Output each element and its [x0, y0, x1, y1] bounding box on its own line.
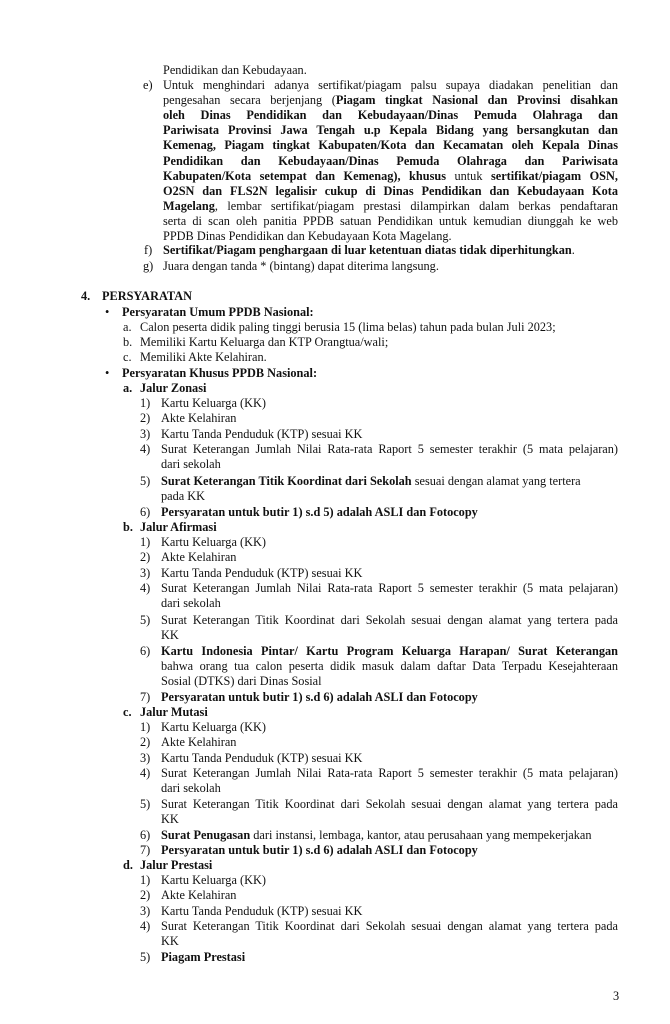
afirmasi-item-4-marker: 4) [140, 581, 151, 595]
item-g-text: Juara dengan tanda * (bintang) dapat diterima langsung. [163, 259, 439, 273]
item-e-marker: e) [143, 78, 153, 92]
umum-title: Persyaratan Umum PPDB Nasional: [122, 305, 314, 319]
mutasi-item-4-line-1: Surat Keterangan Jumlah Nilai Rata-rata Raport 5 semester terakhir (5 mata pelajaran) [161, 766, 618, 780]
item-e-segment: untuk [445, 168, 491, 183]
item-e-bold-segment: oleh Dinas Pendidikan dan Kebudayaan/Dinas Pemuda Olahraga dan [163, 108, 618, 123]
item-e-line [163, 214, 618, 229]
afirmasi-item-6-marker: 6) [140, 644, 151, 658]
mutasi-item-7: Persyaratan untuk butir 1) s.d 6) adalah ASLI dan Fotocopy [161, 843, 478, 857]
zonasi-item-4-line-1: Surat Keterangan Jumlah Nilai Rata-rata Raport 5 semester terakhir (5 mata pelajaran) [161, 442, 618, 456]
item-e-line [163, 123, 618, 138]
item-f-text [163, 243, 575, 258]
mutasi-item-5-marker: 5) [140, 797, 151, 811]
afirmasi-item-3: Kartu Tanda Penduduk (KTP) sesuai KK [161, 566, 363, 580]
prestasi-item-1-marker: 1) [140, 873, 151, 887]
mutasi-item-1-marker: 1) [140, 720, 151, 734]
item-e-line [163, 154, 618, 169]
afirmasi-marker: b. [123, 520, 133, 534]
item-e-bold-segment: Pariwisata Provinsi Jawa Tengah u.p Kepala Bidang yang bersangkutan dan [163, 123, 618, 138]
mutasi-item-3: Kartu Tanda Penduduk (KTP) sesuai KK [161, 751, 363, 765]
afirmasi-item-3-marker: 3) [140, 566, 151, 580]
zonasi-item-5-marker: 5) [140, 474, 151, 488]
mutasi-item-4-marker: 4) [140, 766, 151, 780]
section-title: PERSYARATAN [102, 289, 192, 303]
afirmasi-item-2-marker: 2) [140, 550, 151, 564]
prestasi-item-5: Piagam Prestasi [161, 950, 246, 964]
umum-item-a-marker: a. [123, 320, 132, 334]
zonasi-marker: a. [123, 381, 133, 395]
mutasi-item-6-marker: 6) [140, 828, 151, 842]
mutasi-item-4-line-2: dari sekolah [161, 781, 221, 795]
zonasi-item-2: Akte Kelahiran [161, 411, 237, 425]
zonasi-item-5-line-1 [161, 474, 581, 489]
mutasi-item-6-rest: dari instansi, lembaga, kantor, atau perusahaan yang mempekerjakan [250, 828, 592, 842]
item-f-tail: . [571, 243, 575, 257]
item-e-bold-segment: Kabupaten/Kota setempat dan Kemenag), khusus [163, 168, 446, 183]
afirmasi-item-1: Kartu Keluarga (KK) [161, 535, 266, 549]
item-e-segment: pengesahan secara berjenjang ( [163, 93, 336, 108]
item-e-line [163, 93, 618, 108]
zonasi-item-3: Kartu Tanda Penduduk (KTP) sesuai KK [161, 427, 363, 441]
afirmasi-item-6-line-2: bahwa orang tua calon peserta didik masuk dalam daftar Data Terpadu Kesejahteraan [161, 659, 618, 673]
zonasi-item-5-rest: sesuai dengan alamat yang tertera [411, 474, 581, 488]
item-e-line [163, 229, 452, 244]
item-e-bold-segment: Magelang [163, 198, 215, 213]
section-number: 4. [81, 289, 91, 303]
afirmasi-item-6-line-3: Sosial (DTKS) dari Dinas Sosial [161, 674, 322, 688]
item-e-segment: , lembar sertifikat/piagam prestasi dilampirkan dalam berkas pendaftaran [214, 198, 618, 213]
mutasi-title: Jalur Mutasi [140, 705, 208, 719]
afirmasi-item-5-marker: 5) [140, 613, 151, 627]
umum-item-a: Calon peserta didik paling tinggi berusia 15 (lima belas) tahun pada bulan Juli 2023; [140, 320, 556, 334]
item-e-line [163, 78, 618, 93]
item-e-segment: serta di scan oleh panitia PPDB satuan Pendidikan untuk kemudian diunggah ke web [163, 213, 618, 228]
afirmasi-item-5-line-1: Surat Keterangan Titik Koordinat dari Sekolah sesuai dengan alamat yang tertera pada [161, 613, 618, 627]
umum-item-c-marker: c. [123, 350, 132, 364]
zonasi-item-6: Persyaratan untuk butir 1) s.d 5) adalah ASLI dan Fotocopy [161, 505, 478, 519]
afirmasi-item-1-marker: 1) [140, 535, 151, 549]
mutasi-item-3-marker: 3) [140, 751, 151, 765]
prestasi-item-5-marker: 5) [140, 950, 151, 964]
bullet-khusus: • [105, 366, 110, 380]
mutasi-item-5-line-1: Surat Keterangan Titik Koordinat dari Sekolah sesuai dengan alamat yang tertera pada [161, 797, 618, 811]
afirmasi-item-7-marker: 7) [140, 690, 151, 704]
item-e-bold-segment: Kemenag, Piagam tingkat Kabupaten/Kota dan Kecamatan oleh Kepala Dinas [163, 138, 618, 153]
afirmasi-item-6-line-1: Kartu Indonesia Pintar/ Kartu Program Keluarga Harapan/ Surat Keterangan [161, 644, 618, 658]
item-e-bold-segment: Piagam tingkat Nasional dan Provinsi disahkan [335, 93, 618, 108]
item-f-marker: f) [144, 243, 153, 257]
umum-item-c: Memiliki Akte Kelahiran. [140, 350, 267, 364]
item-e-line [163, 169, 618, 184]
item-e-bold-segment: Pendidikan dan Kebudayaan/Dinas Pemuda Olahraga dan Pariwisata [163, 153, 618, 168]
item-e-line [163, 138, 618, 153]
zonasi-item-2-marker: 2) [140, 411, 151, 425]
item-e-line [163, 184, 618, 199]
mutasi-item-1: Kartu Keluarga (KK) [161, 720, 266, 734]
zonasi-item-6-marker: 6) [140, 505, 151, 519]
zonasi-title: Jalur Zonasi [140, 381, 207, 395]
afirmasi-item-4-line-2: dari sekolah [161, 596, 221, 610]
item-e-line [163, 199, 618, 214]
afirmasi-item-4-line-1: Surat Keterangan Jumlah Nilai Rata-rata Raport 5 semester terakhir (5 mata pelajaran) [161, 581, 618, 595]
item-e-bold-segment: sertifikat/piagam OSN, [490, 168, 618, 183]
umum-item-b-marker: b. [123, 335, 133, 349]
bullet-umum: • [105, 305, 110, 319]
prestasi-item-3-marker: 3) [140, 904, 151, 918]
afirmasi-item-7: Persyaratan untuk butir 1) s.d 6) adalah ASLI dan Fotocopy [161, 690, 478, 704]
prestasi-title: Jalur Prestasi [140, 858, 213, 872]
afirmasi-item-5-line-2: KK [161, 628, 179, 642]
mutasi-marker: c. [123, 705, 132, 719]
prestasi-item-4-marker: 4) [140, 919, 151, 933]
mutasi-item-2-marker: 2) [140, 735, 151, 749]
item-e-segment: PPDB Dinas Pendidikan dan Kebudayaan Kota Magelang. [163, 229, 452, 243]
zonasi-item-1-marker: 1) [140, 396, 151, 410]
prestasi-item-4-line-2: KK [161, 934, 179, 948]
afirmasi-item-2: Akte Kelahiran [161, 550, 237, 564]
zonasi-item-1: Kartu Keluarga (KK) [161, 396, 266, 410]
zonasi-item-4-line-2: dari sekolah [161, 457, 221, 471]
zonasi-item-3-marker: 3) [140, 427, 151, 441]
item-g-marker: g) [143, 259, 154, 273]
page-number: 3 [613, 989, 620, 1003]
mutasi-item-6 [161, 828, 591, 843]
zonasi-item-5-line-2: pada KK [161, 489, 206, 503]
mutasi-item-5-line-2: KK [161, 812, 179, 826]
khusus-title: Persyaratan Khusus PPDB Nasional: [122, 366, 318, 380]
item-e-line [163, 108, 618, 123]
prestasi-item-2-marker: 2) [140, 888, 151, 902]
item-f-bold: Sertifikat/Piagam penghargaan di luar ketentuan diatas tidak diperhitungkan [163, 243, 572, 257]
afirmasi-title: Jalur Afirmasi [140, 520, 217, 534]
zonasi-item-4-marker: 4) [140, 442, 151, 456]
mutasi-item-2: Akte Kelahiran [161, 735, 237, 749]
mutasi-item-6-bold: Surat Penugasan [161, 828, 251, 842]
mutasi-item-7-marker: 7) [140, 843, 151, 857]
prestasi-marker: d. [123, 858, 133, 872]
prestasi-item-3: Kartu Tanda Penduduk (KTP) sesuai KK [161, 904, 363, 918]
carry-over-text: Pendidikan dan Kebudayaan. [163, 63, 307, 77]
prestasi-item-1: Kartu Keluarga (KK) [161, 873, 266, 887]
zonasi-item-5-bold: Surat Keterangan Titik Koordinat dari Sekolah [161, 474, 412, 488]
prestasi-item-4-line-1: Surat Keterangan Titik Koordinat dari Sekolah sesuai dengan alamat yang tertera pada [161, 919, 618, 933]
umum-item-b: Memiliki Kartu Keluarga dan KTP Orangtua/wali; [140, 335, 389, 349]
item-e-segment: Untuk menghindari adanya sertifikat/piagam palsu supaya diadakan penelitian dan [163, 78, 618, 92]
prestasi-item-2: Akte Kelahiran [161, 888, 237, 902]
item-e-bold-segment: O2SN dan FLS2N legalisir cukup di Dinas Pendidikan dan Kebudayaan Kota [163, 183, 618, 198]
